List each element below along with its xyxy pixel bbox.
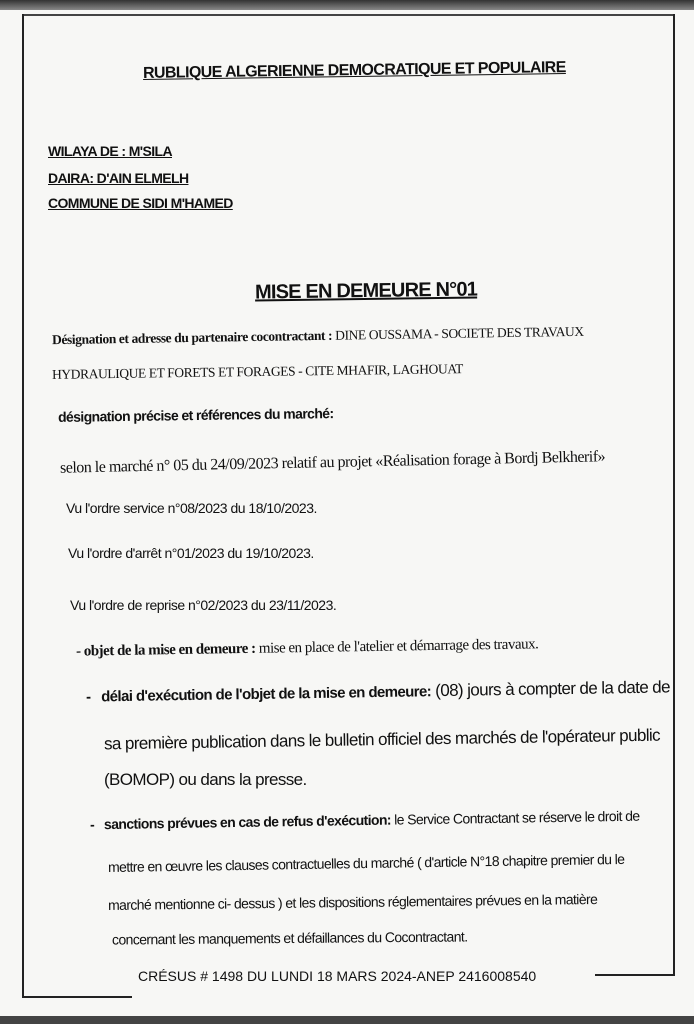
document-title: MISE EN DEMEURE N°01	[254, 278, 478, 304]
bullet-dash: -	[85, 688, 91, 706]
item-label: objet de la mise en demeure :	[83, 640, 256, 660]
item-sanctions-cont: marché mentionne ci- dessus ) et les dispositions réglementaires prévues en la matière	[107, 891, 598, 913]
item-objet	[76, 636, 539, 660]
item-label: délai d'exécution de l'objet de la mise en demeure:	[101, 683, 432, 706]
frame-border-left	[22, 14, 24, 998]
daira: DAIRA: D'AIN ELMELH	[48, 170, 189, 186]
item-text: (08) jours à compter de la date de	[430, 677, 671, 701]
item-delai	[86, 677, 670, 706]
ordre-service: Vu l'ordre service n°08/2023 du 18/10/2023.	[66, 500, 317, 516]
frame-border-bottom	[595, 974, 675, 976]
market-label: désignation précise et références du marché:	[57, 405, 334, 425]
item-sanctions-cont: mettre en œuvre les clauses contractuelles du marché ( d'article N°18 chapitre premier du le	[107, 850, 625, 876]
bullet-dash: -	[75, 643, 81, 660]
partner-label: Désignation et adresse du partenaire cocontractant :	[51, 327, 333, 348]
item-label: sanctions prévues en cas de refus d'exécution:	[103, 811, 392, 833]
commune: COMMUNE DE SIDI M'HAMED	[48, 195, 233, 211]
wilaya: WILAYA DE : M'SILA	[48, 143, 172, 159]
republic-heading: RUBLIQUE ALGERIENNE DEMOCRATIQUE ET POPULAIRE	[142, 59, 566, 82]
ordre-reprise: Vu l'ordre de reprise n°02/2023 du 23/11/2023.	[70, 597, 337, 613]
partner-value-2: HYDRAULIQUE ET FORETS ET FORAGES - CITE MHAFIR, LAGHOUAT	[51, 361, 464, 382]
partner-value: DINE OUSSAMA - SOCIETE DES TRAVAUX	[335, 323, 584, 343]
item-sanctions-cont: concernant les manquements et défaillances du Cocontractant.	[111, 928, 468, 948]
partner-line-1	[52, 324, 584, 348]
item-delai-cont: (BOMOP) ou dans la presse.	[104, 770, 307, 789]
ordre-arret: Vu l'ordre d'arrêt n°01/2023 du 19/10/2023.	[68, 545, 314, 561]
item-text: mise en place de l'atelier et démarrage des travaux.	[255, 636, 539, 657]
item-delai-cont: sa première publication dans le bulletin officiel des marchés de l'opérateur public	[103, 725, 661, 754]
frame-border-bottom	[22, 996, 132, 998]
scan-edge-bottom	[0, 1016, 694, 1024]
frame-border-top	[22, 14, 675, 16]
footer-reference: CRÉSUS # 1498 DU LUNDI 18 MARS 2024-ANEP 2416008540	[138, 968, 537, 984]
item-text: le Service Contractant se réserve le droit de	[390, 807, 640, 828]
bullet-dash: -	[89, 816, 95, 833]
frame-border-right	[673, 14, 675, 974]
market-line: selon le marché n° 05 du 24/09/2023 relatif au projet «Réalisation forage à Bordj Belkherif»	[59, 448, 606, 477]
scan-edge-top	[0, 0, 694, 10]
item-sanctions	[90, 808, 640, 833]
